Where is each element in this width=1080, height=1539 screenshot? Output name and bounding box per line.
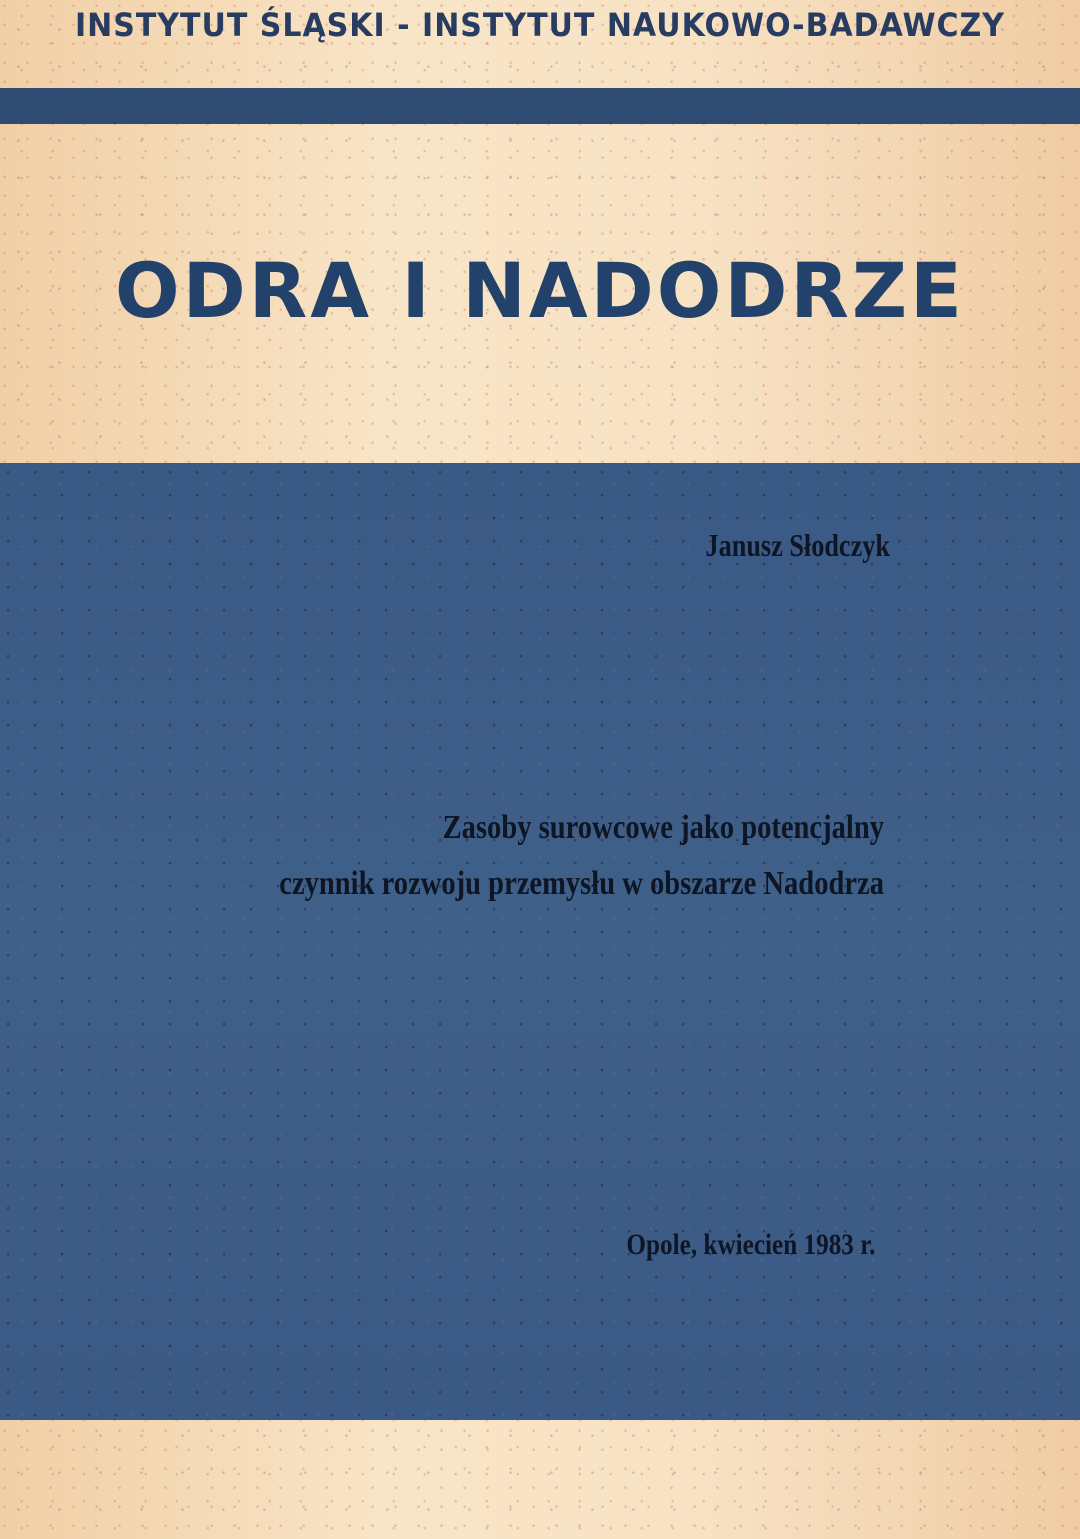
blue-panel (0, 463, 1080, 1420)
header-stripe (0, 88, 1080, 124)
subtitle-line-1: Zasoby surowcowe jako potencjalny (442, 809, 884, 846)
work-subtitle (128, 800, 884, 912)
author-name: Janusz Słodczyk (705, 527, 890, 563)
institute-header: INSTYTUT ŚLĄSKI - INSTYTUT NAUKOWO-BADAWCZY (74, 6, 1006, 45)
subtitle-line-2: czynnik rozwoju przemysłu w obszarze Nadodrza (279, 865, 884, 902)
publication-imprint: Opole, kwiecień 1983 r. (626, 1228, 875, 1261)
series-title: ODRA I NADODRZE (115, 246, 965, 335)
